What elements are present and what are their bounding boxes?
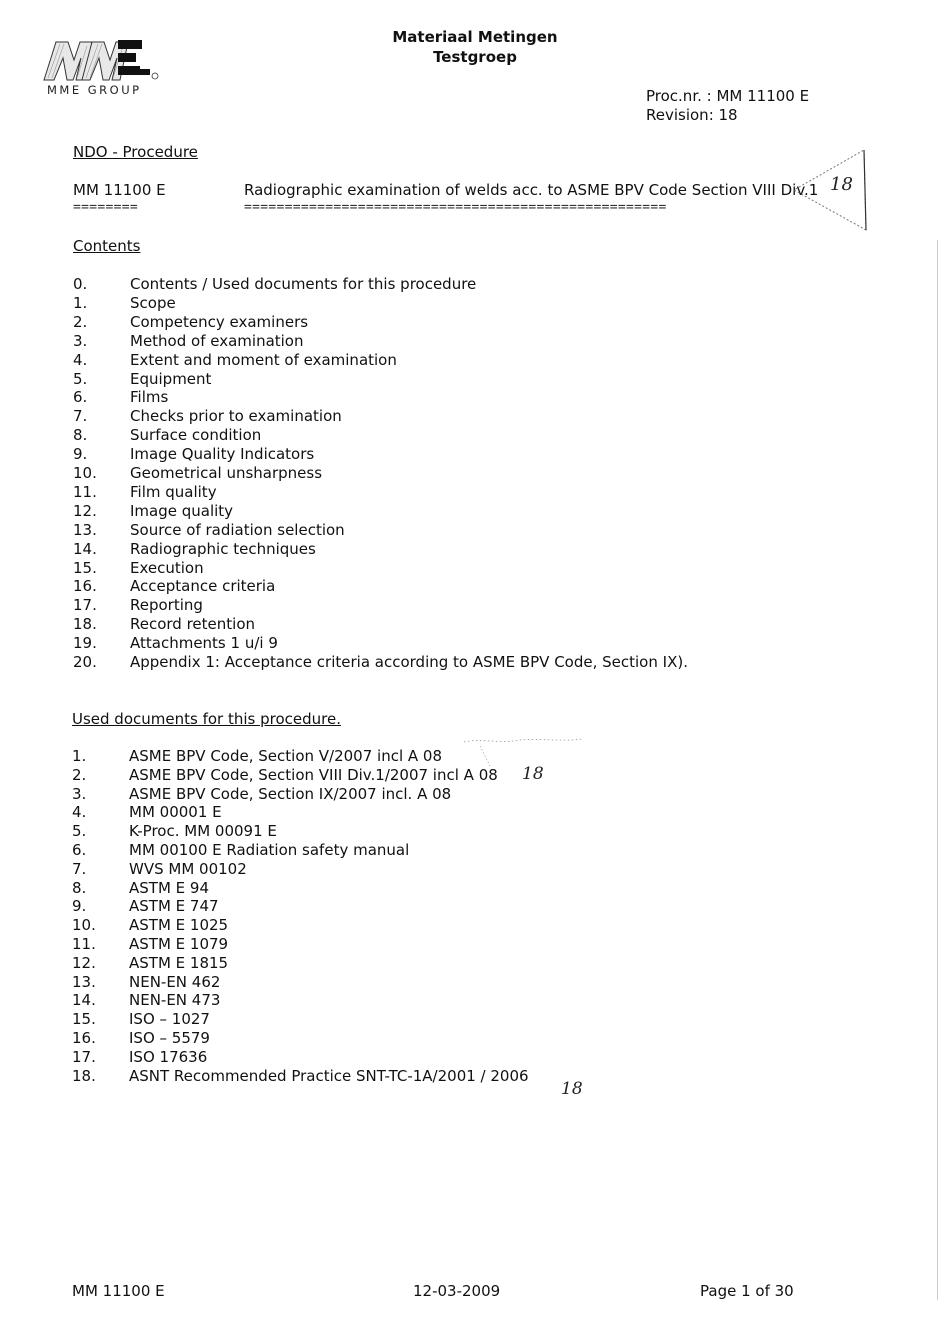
list-item-text: Record retention	[130, 615, 256, 634]
list-item-number: 18.	[72, 1066, 96, 1085]
procedure-title: Radiographic examination of welds acc. to ASME BPV Code Section VIII Div.1	[244, 181, 819, 199]
proc-nr: Proc.nr. : MM 11100 E	[646, 87, 810, 105]
list-item-number: 9.	[73, 445, 88, 464]
list-item-text: Films	[130, 388, 169, 407]
list-item-number: 6.	[73, 388, 88, 407]
list-item-number: 17.	[72, 1047, 96, 1066]
footer-date: 12-03-2009	[413, 1282, 501, 1300]
list-item-number: 1.	[73, 293, 88, 312]
used-documents-list	[72, 747, 772, 1107]
company-subname: Testgroep	[433, 48, 517, 66]
list-item-number: 7.	[73, 407, 88, 426]
revision-number-mark-2: 18	[522, 764, 544, 784]
list-item-number: 18.	[73, 615, 97, 634]
list-item-number: 13.	[73, 520, 97, 539]
list-item-text: MM 00100 E Radiation safety manual	[129, 841, 410, 859]
procedure-code: MM 11100 E	[73, 181, 166, 199]
procedure-category: NDO - Procedure	[73, 143, 198, 161]
list-item-number: 12.	[72, 953, 96, 972]
list-item-number: 8.	[73, 426, 88, 445]
list-item-text: ASME BPV Code, Section VIII Div.1/2007 incl A 08	[129, 765, 498, 784]
list-item-number: 14.	[72, 991, 96, 1010]
revision-number-mark-3: 18	[561, 1079, 583, 1099]
list-item-number: 11.	[72, 935, 96, 953]
list-item-number: 10.	[72, 916, 96, 935]
list-item-text: ASNT Recommended Practice SNT-TC-1A/2001 / 2006	[129, 1066, 529, 1085]
list-item-text: ISO – 5579	[129, 1029, 210, 1047]
list-item-text: Extent and moment of examination	[130, 350, 397, 369]
list-item-text: Method of examination	[130, 331, 304, 350]
procedure-code-underline: ========	[73, 200, 139, 215]
footer-page: Page 1 of 30	[700, 1282, 794, 1300]
list-item-number: 8.	[72, 878, 87, 897]
list-item-text: Scope	[130, 293, 176, 312]
list-item-number: 4.	[73, 350, 88, 369]
list-item-text: ASME BPV Code, Section IX/2007 incl. A 08	[129, 784, 452, 803]
list-item-text: Equipment	[130, 369, 212, 388]
list-item-number: 16.	[73, 577, 97, 596]
list-item-number: 0.	[73, 275, 88, 293]
list-item-number: 11.	[73, 482, 97, 501]
list-item-number: 15.	[72, 1010, 96, 1029]
list-item-text: ISO – 1027	[129, 1010, 210, 1029]
revision-number-mark: 18	[830, 174, 853, 195]
list-item-text: K-Proc. MM 00091 E	[129, 822, 277, 841]
list-item-number: 13.	[72, 972, 96, 991]
list-item-text: ASTM E 1025	[129, 916, 229, 935]
procedure-meta	[646, 87, 809, 125]
list-item-text: Surface condition	[130, 426, 262, 445]
list-item-text: Radiographic techniques	[130, 539, 316, 558]
list-item-text: WVS MM 00102	[129, 859, 247, 878]
list-item-number: 2.	[73, 312, 88, 331]
list-item-text: Attachments 1 u/i 9	[130, 634, 278, 653]
list-item-number: 14.	[73, 539, 97, 558]
list-item-text: Film quality	[130, 482, 217, 501]
list-item-text: Geometrical unsharpness	[130, 464, 323, 482]
logo-text: MME GROUP	[47, 83, 142, 97]
list-item-text: Competency examiners	[130, 312, 309, 331]
list-item-text: Contents / Used documents for this procedure	[130, 275, 477, 293]
scan-edge-line	[937, 240, 938, 1300]
list-item-text: Source of radiation selection	[130, 520, 345, 539]
list-item-number: 15.	[73, 558, 97, 577]
list-item-text: Acceptance criteria	[130, 577, 276, 596]
list-item-number: 7.	[72, 859, 87, 878]
list-item-number: 5.	[73, 369, 88, 388]
list-item-number: 10.	[73, 464, 97, 482]
list-item-number: 17.	[73, 596, 97, 615]
list-item-number: 3.	[72, 784, 87, 803]
list-item-text: ASME BPV Code, Section V/2007 incl A 08	[129, 747, 443, 765]
procedure-title-underline: ====================================================	[244, 200, 667, 215]
list-item-text: ASTM E 1815	[129, 953, 229, 972]
list-item-text: Execution	[130, 558, 204, 577]
company-name: Materiaal Metingen	[392, 28, 558, 46]
list-item-text: Appendix 1: Acceptance criteria according to ASME BPV Code, Section IX).	[130, 653, 688, 671]
list-item-number: 16.	[72, 1029, 96, 1047]
list-item-number: 20.	[73, 653, 97, 671]
list-item-number: 4.	[72, 803, 87, 822]
list-item-number: 12.	[73, 501, 97, 520]
list-item-text: ISO 17636	[129, 1047, 208, 1066]
list-item-text: ASTM E 747	[129, 897, 219, 916]
list-item-number: 1.	[72, 747, 87, 765]
list-item-number: 5.	[72, 822, 87, 841]
revision: Revision: 18	[646, 106, 738, 124]
used-documents-heading: Used documents for this procedure.	[72, 710, 341, 728]
revision-triangle-mark	[790, 146, 870, 238]
list-item-text: Image Quality Indicators	[130, 445, 315, 464]
footer-code: MM 11100 E	[72, 1282, 165, 1300]
list-item-text: MM 00001 E	[129, 803, 222, 822]
list-item-number: 2.	[72, 765, 87, 784]
list-item-number: 6.	[72, 841, 87, 859]
contents-list	[73, 275, 773, 675]
list-item-number: 19.	[73, 634, 97, 653]
contents-heading: Contents	[73, 237, 141, 255]
list-item-number: 3.	[73, 331, 88, 350]
list-item-text: NEN-EN 473	[129, 991, 221, 1010]
list-item-text: Checks prior to examination	[130, 407, 342, 426]
list-item-text: NEN-EN 462	[129, 972, 221, 991]
list-item-text: Image quality	[130, 501, 234, 520]
list-item-text: ASTM E 1079	[129, 935, 229, 953]
list-item-text: ASTM E 94	[129, 878, 209, 897]
list-item-text: Reporting	[130, 596, 203, 615]
list-item-number: 9.	[72, 897, 87, 916]
